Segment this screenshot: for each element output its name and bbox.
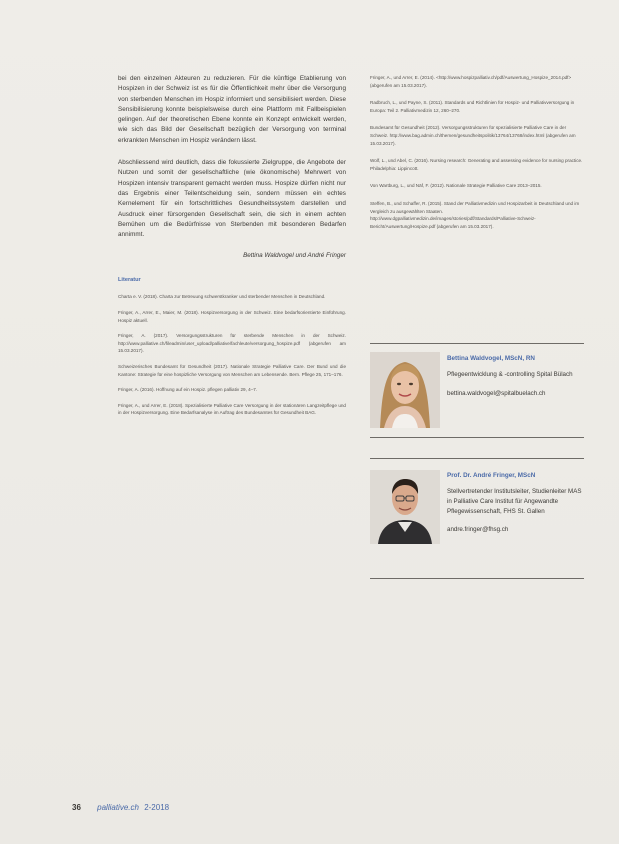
reference-item: Fringer, A. (2017). Versorgungsstrukturen für sterbende Menschen in der Schweiz. http://www.palliative.ch/fileadmin/user_upload/palliative/fachleute/versorgung_hospize.pdf (abgerufen am 15.03.2017). xyxy=(118,333,346,354)
reference-item: Radbruch, L., und Payne, S. (2011). Standards und Richtlinien für Hospiz- und Palliativversorgung in Europa: Teil 2. Palliativmedizin 12, 260–270. xyxy=(370,100,575,113)
reference-item: Schweizerisches Bundesamt für Gesundheit (2017). Nationale Strategie Palliative Care. Der Bund und die Kantone: Strategie für eine hospizliche Versorgung von Menschen am Lebensende. Bern. Pflege 25, 171–176. xyxy=(118,364,346,377)
reference-item: Fringer, A., und Arrer, E. (2014). <http://www.hospizpalliativ.ch/pdf/Auswertung_Hospize_2014.pdf> (abgerufen am 15.03.2017). xyxy=(370,75,572,88)
body-paragraph: Abschliessend wird deutlich, dass die fokussierte Zielgruppe, die Angebote der Nutzen und somit der gesellschaftliche (wie ökonomische) Mehrwert von Hospizen intensiv transparent gemacht werden muss. Hospize dürfen nicht nur das Ergebnis einer Teilentscheidung sein, sondern müssen ein echtes Kernelement für ein fortschrittliches Gesundheitssystem darstellen und Ausdruck einer fürsorgenden Gesellschaft sein, die sich in einem achten Bemühen um die Bedürfnisse von Sterbenden mit besonderen Bedarfen annimmt. xyxy=(118,159,346,239)
right-column xyxy=(370,74,584,240)
author-photo xyxy=(370,352,440,428)
page-number: 36 xyxy=(72,803,81,812)
author-role: Stellvertretender Institutsleiter, Studienleiter MAS in Palliative Care Institut für Angewandte Pflegewissenschaft, FHS St. Gallen xyxy=(447,488,582,515)
divider xyxy=(370,578,584,579)
reference-item: Bundesamt für Gesundheit (2012). Versorgungsstrukturen für spezialisierte Palliative Care in der Schweiz. http://www.bag.admin.ch/themen/gesundheitspolitik/13764/13768/index.html (abgerufen am 15.03.2017). xyxy=(370,125,576,146)
reference-item: Fringer, A., Arrer, E., Maier, M. (2018). Hospizversorgung in der Schweiz. Eine bedarfsorientierte Einführung. Hospiz aktuell. xyxy=(118,310,346,323)
divider xyxy=(370,458,584,459)
body-paragraph: bei den einzelnen Akteuren zu reduzieren. Für die künftige Etablierung von Hospizen in der Schweiz ist es für die Öffentlichkeit mehr über die Versorgung von sterbenden Menschen im Hospiz informiert und sensibilisiert werden. Diese Sensibilisierung konnte beispielsweise durch eine Plattform mit Fallbeispielen gelingen. Auf der theoretischen Ebene konnte ein Konzept entwickelt werden, wie sich das Bild der Gesellschaft bezüglich der Versorgung von terminal erkrankten Menschen im Hospiz verändern lässt. xyxy=(118,75,346,144)
author-name: Bettina Waldvogel, MScN, RN xyxy=(447,355,535,362)
author-box xyxy=(370,466,584,566)
divider xyxy=(370,437,584,438)
reference-item: Steffen, B., und Schaffer, R. (2015). Stand der Palliativmedizin und Hospizarbeit in Deutschland und im Vergleich zu ausgewählten Staaten. http://www.dgpalliativmedizin.de/images/stories/pdf/Standards/Palliative-Schweiz-Bericht/Auswertung/Hospize.pdf (abgerufen am 15.03.2017). xyxy=(370,200,580,229)
reference-item: Charta e. V. (2018). Charta zur Betreuung schwerstkranker und sterbender Menschen in Deutschland. xyxy=(118,294,326,300)
author-info xyxy=(447,355,587,397)
author-photo xyxy=(370,470,440,544)
author-email[interactable]: andre.fringer@fhsg.ch xyxy=(447,526,509,534)
author-role: Pflegeentwicklung & -controlling Spital Bülach xyxy=(447,371,573,378)
reference-item: Von Wartburg, L., und Näf, F. (2012). Nationale Strategie Palliative Care 2013–2015. xyxy=(370,183,542,189)
author-name: Prof. Dr. André Fringer, MScN xyxy=(447,472,536,479)
article-signature: Bettina Waldvogel und André Fringer xyxy=(243,252,346,260)
magazine-name: palliative.ch xyxy=(97,803,139,812)
author-box xyxy=(370,352,584,432)
literature-heading: Literatur xyxy=(118,277,141,284)
divider xyxy=(370,343,584,344)
reference-item: Fringer, A., und Arrer, E. (2018). Spezialisierte Palliative Care Versorgung in der stationären Langzeitpflege und in der Hospizversorgung. Eine Bedarfsanalyse im Auftrag des Bundesamtes für Gesundheit BAG. xyxy=(118,402,346,416)
page-footer xyxy=(72,803,169,812)
reference-item: Wolf, L., und Abel, C. (2016). Nursing research: Generating and assessing evidence for nursing practice. Philadelphia: Lippincott. xyxy=(370,158,583,171)
reference-item: Fringer, A. (2016). Hoffnung auf ein Hospiz. pflegen palliativ 29, 4–7. xyxy=(118,387,258,393)
author-email[interactable]: bettina.waldvogel@spitalbuelach.ch xyxy=(447,389,546,397)
issue-number: 2-2018 xyxy=(144,803,170,812)
author-info xyxy=(447,472,587,533)
left-column xyxy=(118,74,346,425)
